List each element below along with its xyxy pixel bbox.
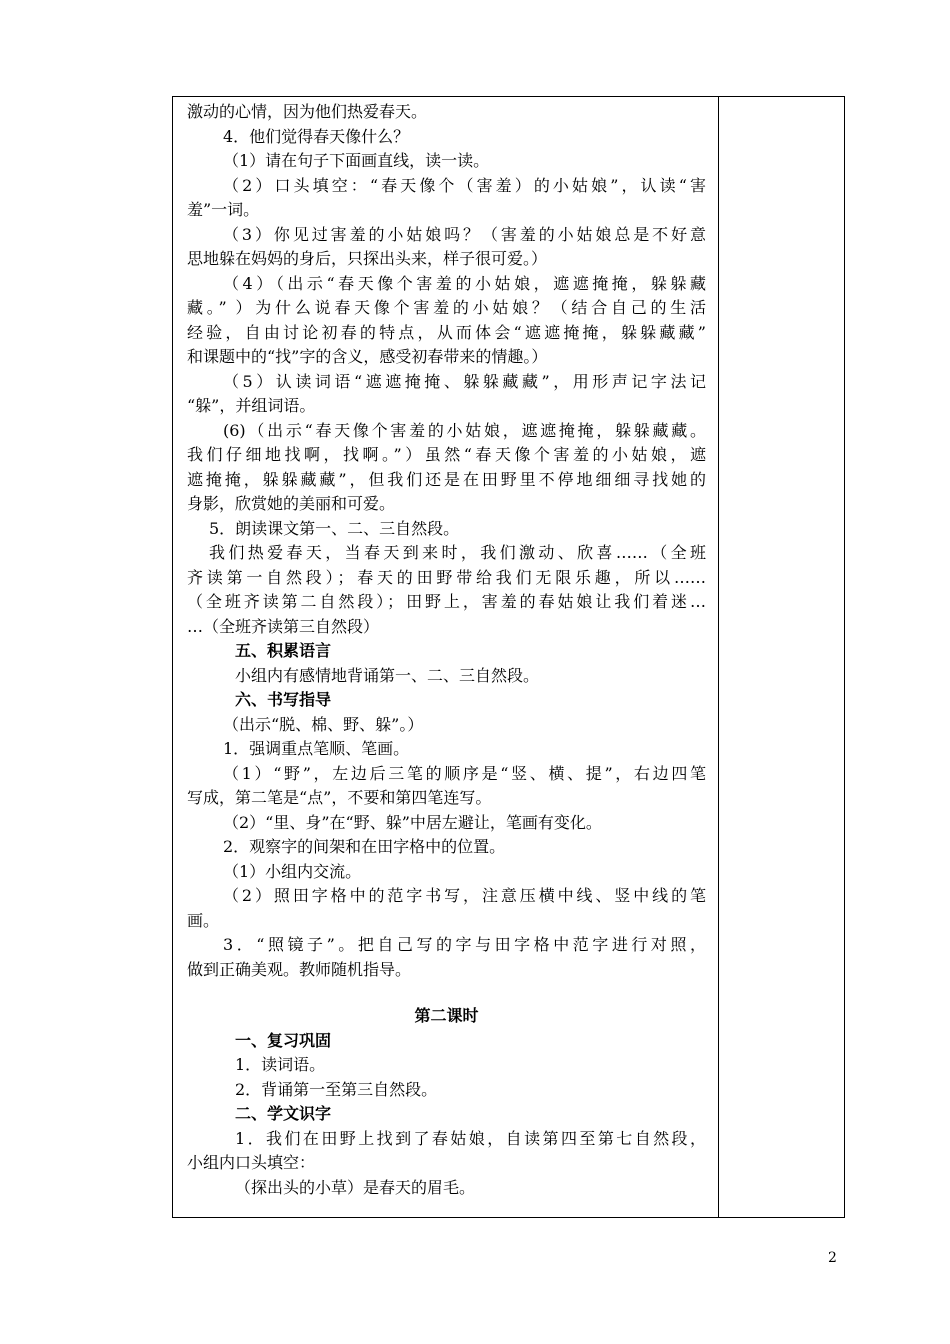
text-line: “躲”，并组词语。 — [187, 396, 316, 415]
page-number: 2 — [828, 1250, 837, 1266]
text-line: （2）照田字格中的范字书写，注意压横中线、竖中线的笔 — [223, 886, 706, 905]
text-line: （1）“野”，左边后三笔的顺序是“竖、横、提”，右边四笔 — [223, 763, 706, 783]
text-line: 小组内口头填空： — [187, 1153, 316, 1172]
text-line: 4．他们觉得春天像什么？ — [223, 126, 410, 146]
text-line: 5．朗读课文第一、二、三自然段。 — [209, 518, 460, 538]
text-line: 和课题中的“找”字的含义，感受初春带来的情趣。） — [187, 347, 548, 366]
text-line: 小组内有感情地背诵第一、二、三自然段。 — [235, 665, 540, 685]
section-heading: 二、学文识字 — [235, 1104, 332, 1123]
lesson-plan-table — [172, 96, 845, 1218]
text-line: 写成，第二笔是“点”，不要和第四笔连写。 — [187, 788, 492, 807]
text-line: （探出头的小草）是春天的眉毛。 — [235, 1177, 476, 1197]
text-line: （出示“脱、棉、野、躲”。） — [223, 714, 424, 734]
section-heading: 六、书写指导 — [235, 690, 332, 709]
section-heading: 五、积累语言 — [235, 641, 332, 660]
text-line: （2）口头填空：“春天像个（害羞）的小姑娘”，认读“害 — [223, 175, 706, 195]
text-line: 经验，自由讨论初春的特点，从而体会“遮遮掩掩，躲躲藏藏” — [187, 322, 706, 342]
text-line: （1）请在句子下面画直线，读一读。 — [223, 151, 490, 170]
lesson-content-cell — [173, 97, 719, 1217]
text-line: 我们热爱春天，当春天到来时，我们激动、欣喜……（全班 — [209, 543, 706, 562]
text-line: …（全班齐读第三自然段） — [187, 616, 380, 636]
text-line: (6)（出示“春天像个害羞的小姑娘，遮遮掩掩，躲躲藏藏。 — [223, 420, 706, 440]
text-line: 我们仔细地找啊，找啊。”）虽然“春天像个害羞的小姑娘，遮 — [187, 445, 706, 464]
text-line: 藏。” ）为什么说春天像个害羞的小姑娘？（结合自己的生活 — [187, 298, 706, 317]
text-line: （4）（出示“春天像个害羞的小姑娘，遮遮掩掩，躲躲藏 — [223, 273, 706, 293]
text-line: 思地躲在妈妈的身后，只探出头来，样子很可爱。） — [187, 249, 548, 268]
section-heading: 一、复习巩固 — [235, 1030, 332, 1050]
text-line: 1．读词语。 — [235, 1055, 326, 1074]
text-line: 激动的心情，因为他们热爱春天。 — [187, 102, 428, 121]
text-line: 3．“照镜子”。把自己写的字与田字格中范字进行对照， — [223, 935, 706, 954]
notes-cell — [719, 97, 844, 1217]
text-line: 2．观察字的间架和在田字格中的位置。 — [223, 837, 506, 856]
text-line: （2）“里、身”在“野、躲”中居左避让，笔画有变化。 — [223, 812, 602, 832]
text-line: 2．背诵第一至第三自然段。 — [235, 1079, 438, 1099]
text-line: 做到正确美观。教师随机指导。 — [187, 959, 412, 979]
text-line: 身影，欣赏她的美丽和可爱。 — [187, 494, 396, 513]
text-line: 羞”一词。 — [187, 200, 260, 219]
text-line: （1）小组内交流。 — [223, 861, 362, 881]
text-line: （3）你见过害羞的小姑娘吗？（害羞的小姑娘总是不好意 — [223, 224, 706, 244]
text-line: 1．我们在田野上找到了春姑娘，自读第四至第七自然段， — [235, 1128, 706, 1148]
blank-line — [187, 982, 706, 1004]
text-line: （5）认读词语“遮遮掩掩、躲躲藏藏”，用形声记字法记 — [223, 371, 706, 391]
text-line: 画。 — [187, 910, 220, 930]
text-line: 1．强调重点笔顺、笔画。 — [223, 739, 410, 758]
text-line: （全班齐读第二自然段）；田野上，害羞的春姑娘让我们着迷… — [187, 592, 706, 611]
lesson-period-title: 第二课时 — [414, 1006, 479, 1025]
text-line: 遮掩掩，躲躲藏藏”，但我们还是在田野里不停地细细寻找她的 — [187, 469, 706, 489]
text-line: 齐读第一自然段）；春天的田野带给我们无限乐趣，所以…… — [187, 567, 706, 587]
